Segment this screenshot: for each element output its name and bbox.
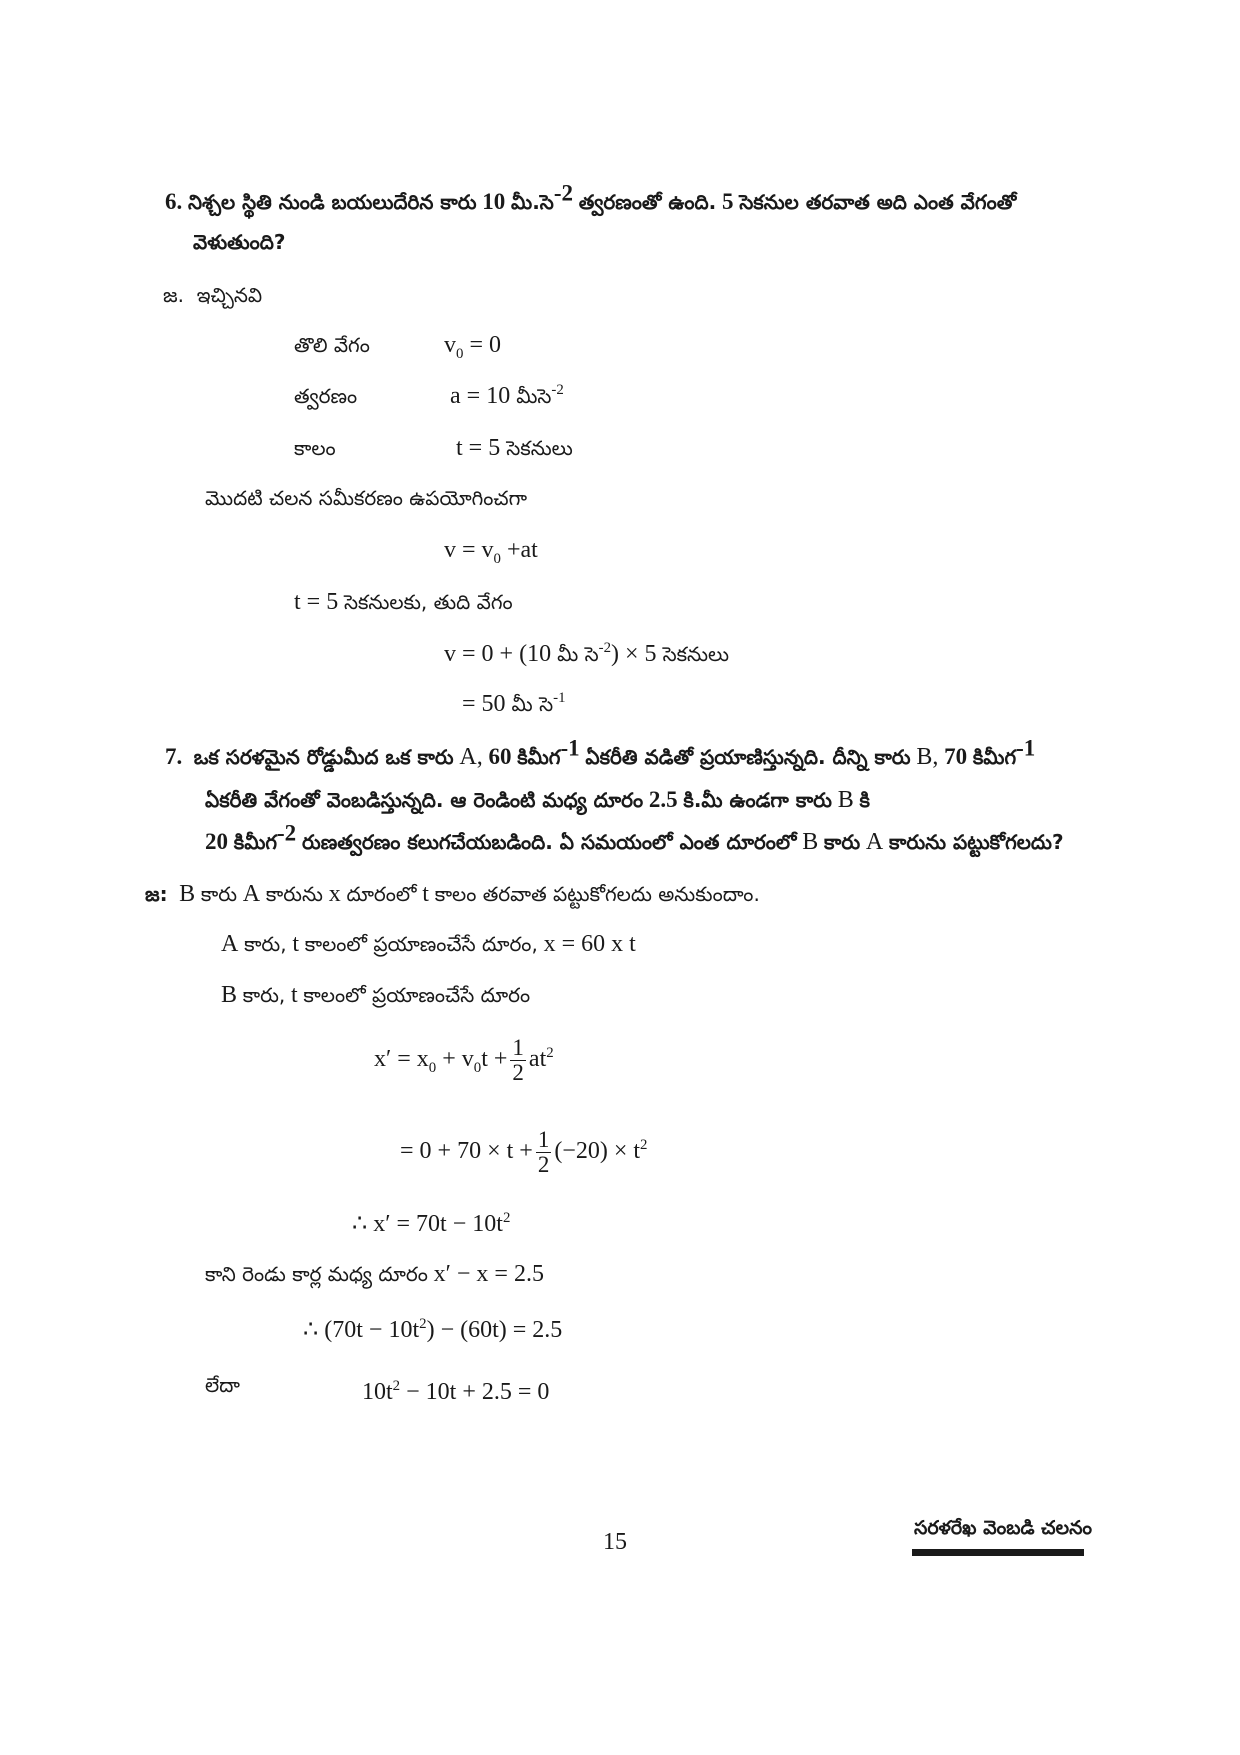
a7-eq-4: ∴ $(70t - 10t^2) - (60t) = 2.5$	[303, 1316, 563, 1343]
footer-rule	[912, 1549, 1084, 1556]
a7-label: జ:	[145, 882, 168, 906]
a6-label: జ.	[163, 283, 184, 307]
chapter-title: సరళరేఖ వెంబడి చలనం	[914, 1517, 1093, 1539]
q6-text-a: నిశ్చల స్థితి నుండి బయలుదేరిన కారు	[188, 190, 477, 214]
a7-eq-5: $10t^2 - 10t + 2.5 = 0$	[362, 1378, 550, 1405]
page-number: 15	[603, 1529, 627, 1555]
a6-row-name-1: త్వరణం	[294, 384, 358, 408]
q7-number: 7.	[165, 744, 183, 769]
q6-line-2: వెళుతుంది?	[193, 230, 286, 254]
a7-eq-1: $x' = x_0 + v_0t$ + $\frac{1}{2}$ $at^2$	[374, 1035, 554, 1086]
a6-final-text: t = 5 సెకనులకు, తుది వేగం	[294, 589, 513, 615]
a6-calc: v = 0 + (10 మీ సె$^{-2}$) × 5 సెకనులు	[444, 640, 730, 667]
q7-line-1: 7. ఒక సరళమైన రోడ్డుమీద ఒక కారు A, 60 కిమీగ$^{-1}$ ఏకరీతి వడితో ప్రయాణిస్తున్నది. దీన్ని కారు B, 70 కిమీగ$^{-1}$	[165, 735, 1036, 770]
a7-eq-2: = 0 + 70 × t + $\frac{1}{2}$ $(-20) \times t^2$	[400, 1127, 648, 1178]
a6-result: = 50 మీ సె$^{-1}$	[462, 690, 566, 717]
a6-row-name-0: తొలి వేగం	[294, 333, 370, 357]
q6-number: 6.	[165, 189, 183, 214]
a6-row-name-2: కాలం	[294, 436, 336, 460]
a7-car-a: A కారు, t కాలంలో ప్రయాణంచేసే దూరం, x = 60 x t	[221, 931, 636, 957]
a7-distance: కాని రెండు కార్ల మధ్య దూరం x′ − x = 2.5	[205, 1261, 544, 1287]
a6-eq-first: $v = v_0 +at$	[444, 537, 538, 567]
a6-given: జ. ఇచ్చినవి	[163, 283, 263, 307]
fraction-half: $\frac{1}{2}$	[512, 1035, 524, 1086]
fraction-half: $\frac{1}{2}$	[537, 1127, 550, 1178]
a7-car-b: B కారు, t కాలంలో ప్రయాణంచేసే దూరం	[221, 982, 531, 1008]
a7-eq-3: ∴ $x' = 70t - 10t^2$	[352, 1210, 511, 1237]
a7-intro: జ: B కారు A కారును x దూరంలో t కాలం తరవాత పట్టుకోగలదు అనుకుందాం.	[145, 881, 760, 907]
a6-row-eq-0: $v_0 = 0$	[444, 332, 501, 362]
a7-or-label: లేదా	[205, 1373, 240, 1397]
q7-line-2: ఏకరీతి వేగంతో వెంబడిస్తున్నది. ఆ రెండింటి మధ్య దూరం 2.5 కి.మీ ఉండగా కారు B కి	[205, 787, 870, 813]
a6-first-eq-text: మొదటి చలన సమీకరణం ఉపయోగించగా	[205, 486, 528, 510]
q7-line-3: 20 కిమీగ$^{-2}$ రుణత్వరణం కలుగచేయబడింది. ఏ సమయంలో ఎంత దూరంలో B కారు A కారును పట్టుకోగలదు?	[205, 820, 1064, 855]
q6-line-1: 6. నిశ్చల స్థితి నుండి బయలుదేరిన కారు 10 మీ.సె$^{-2}$ త్వరణంతో ఉంది. 5 సెకనుల తరవాత అది ఎంత వేగంతో	[165, 180, 1017, 214]
a6-row-eq-2: t = 5 సెకనులు	[456, 435, 573, 461]
a6-row-eq-1: a = 10 మీసె$^{-2}$	[450, 382, 564, 409]
